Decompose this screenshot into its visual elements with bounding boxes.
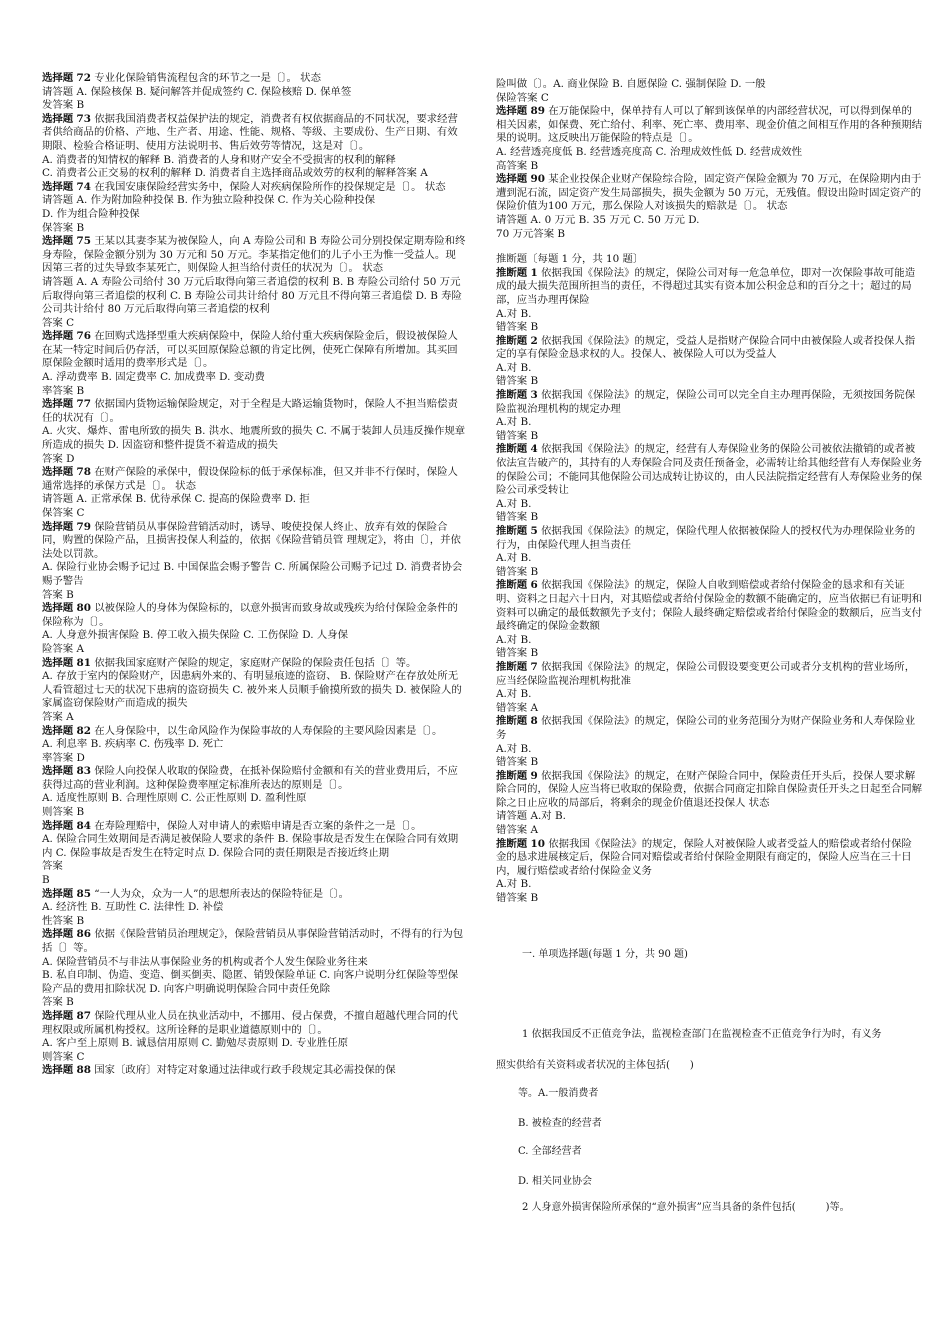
question-tag: 推断题 [496,837,528,850]
question-tag: 推断题 [496,443,528,456]
question-text: 保险代理从业人员在执业活动中，不挪用、侵占保费，不擅自超越代理合同的代理权限或所属机构授权。这所诠释的是职业道德原则中的〔〕。 [42,1009,458,1036]
question-1-option-d: D. 相关同业协会 [518,1176,593,1187]
question-text: A.对 B. [496,742,532,755]
question-text: 依据我国《保险法》的规定，保险人自收到赔偿或者给付保险金的恳求和有关证明、资料之日起六十日内，对其赔偿或者给付保险金的数额不能确定的，应当依据已有证明和资料可以确定的最低数额先予支付；保险人最终确定赔偿或者给付保险金的数额后，应当支付最终确定的保险金数额 [496,579,923,633]
text-line [496,228,922,242]
question-text: 答案 C [42,316,75,329]
question-1-line2: 照实供给有关资料或者状况的主体包括( ) [496,1060,694,1071]
question-block [42,888,466,902]
question-text: 答案 B [42,996,74,1009]
question-block [496,335,922,362]
text-line [496,321,922,335]
question-block [42,1064,466,1078]
question-tag: 选择题 [42,235,74,248]
question-tag: 选择题 [42,1064,74,1077]
question-tag: 选择题 [42,765,74,778]
question-number: 84 [76,819,91,832]
section-title: 一. 单项选择题(每题 1 分，共 90 题) [522,949,688,960]
question-text: 在万能保险中，保单持有人可以了解到该保单的内部经营状况，可以得到保单的相关因素，如保费、死亡给付、利率、死亡率、费用率、现金价值之间相互作用的各种预期结果的说明。这反映出万能保险的特点是〔〕。 [496,105,923,145]
question-tag: 选择题 [42,466,74,479]
question-text: 请答题 A. A 寿险公司给付 30 万元后取得向第三者追偿的权利 B. B 寿险公司给付 50 万元后取得向第三者追偿的权利 C. B 寿险公司共计给付 80 万元且不得向第三者追偿 D. B 寿险公司共计给付 80 万元后取得向第三者追偿的权利 [42,275,462,316]
question-text: 专业化保险销售流程包含的环节之一是〔〕。 状态 [94,72,321,84]
question-text: 国家〔政府〕对特定对象通过法律或行政手段规定其必需投保的保 [94,1064,396,1077]
question-text: 王某以其妻李某为被保险人，向 A 寿险公司和 B 寿险公司分别投保定期寿险和终身寿险，保险金额分别为 30 万元和 50 万元。李某指定他们的儿子小王为惟一受益人。现因第三者的过失导致李某死亡，则保险人担当给付责任的状况为〔〕。 状态 [42,235,466,275]
text-line [42,507,466,521]
text-line [496,308,922,322]
question-tag: 推断题 [496,769,528,782]
question-text: 保险人向投保人收取的保险费，在抵补保险赔付金额和有关的营业费用后，不应获得过高的营业利润。这种保险费率厘定标准所表达的原则是〔〕。 [42,765,458,791]
right-column [496,78,922,906]
text-line [42,453,466,467]
question-text: A.对 B. [496,633,532,646]
text-line [42,194,466,208]
question-text: 错答案 B [496,321,539,334]
question-text: 错答案 A [496,701,538,714]
text-line [496,688,922,702]
text-line [496,878,922,892]
text-line [496,511,922,525]
question-text: D. 作为组合险种投保 [42,207,140,220]
question-text: 答案 B [42,588,74,601]
text-line [42,833,466,860]
question-text: B. 私自印制、伪造、变造、倒买倒卖、隐匿、销毁保险单证 C. 向客户说明分红保险等型保险产品的费用扣除状况 D. 向客户明确说明保险合同中责任免除 [42,969,459,995]
text-line [42,670,466,711]
question-number: 7 [530,660,538,673]
question-text: 保险答案 C [496,91,549,104]
question-tag: 选择题 [42,724,74,737]
text-line [42,752,466,766]
question-text: A. 保险行业协会赐予记过 B. 中国保监会赐予警告 C. 所属保险公司赐予记过 D. 消费者协会赐予警告 [42,561,463,587]
question-block [496,579,922,633]
text-line [42,493,466,507]
text-line [496,214,922,228]
question-number: 89 [530,105,545,118]
question-text: 错答案 B [496,892,539,905]
question-number: 8 [530,715,538,728]
question-1-line1: 1 依据我国反不正值竞争法，监视检查部门在监视检查不正值竞争行为时，有义务 [522,1029,882,1040]
question-text: 依据我国《保险法》的规定，保险代理人依据被保险人的授权代为办理保险业务的行为，由保险代理人担当责任 [496,525,916,551]
question-number: 74 [76,180,91,193]
question-text: A.对 B. [496,878,532,891]
question-text: 则答案 C [42,1050,85,1063]
question-text: A. 经济性 B. 互助性 C. 法律性 D. 补偿 [42,901,224,914]
question-text: 错答案 B [496,375,539,388]
question-text: 依据我国《保险法》的规定，在财产保险合同中，保险责任开头后，投保人要求解除合同的，保险人应当将已收取的保险费，依据合同商定扣除自保险责任开头之日起至合同解除之日止应收的局部后，将剩余的现金价值退还投保人 状态 [496,769,923,809]
question-tag: 选择题 [42,928,74,941]
question-text: 依据国内货物运输保险规定，对于全程是大路运输货物时，保险人不担当赔偿责任的状况有〔〕。 [42,398,458,424]
question-tag: 推断题 [496,334,528,347]
text-line [42,956,466,970]
question-text: A. 利息率 B. 疾病率 C. 伤残率 D. 死亡 [42,738,224,751]
question-number: 79 [76,520,91,533]
question-number: 88 [76,1064,91,1077]
question-text: 请答题 A. 0 万元 B. 35 万元 C. 50 万元 D. [496,213,700,226]
question-block [496,838,922,879]
question-number: 81 [76,656,91,669]
question-text: A. 存放于室内的保险财产，因患病外来的、有明显痕迹的盗窃、 B. 保险财产在存放处所无人看管超过七天的状况下患病的盗窃损失 C. 被外来人员顺手偷摸所致的损失 D. 被保险人的家属盗窃保险财产而造成的损失 [42,670,462,710]
question-text: A.对 B. [496,361,532,374]
question-text: 在财产保险的承保中，假设保险标的低于承保标准，但又并非不行保时，保险人通常选择的承保方式是〔〕。 状态 [42,466,458,492]
question-text: 错答案 B [496,429,539,442]
question-text: 依据我国《保险法》的规定，保险人对被保险人或者受益人的赔偿或者给付保险金的恳求进展核定后，保险合同对赔偿或者给付保险金期限有商定的，保险人应当在三十日内，履行赔偿或者给付保险金义务 [496,837,912,877]
text-line [496,146,922,160]
question-text: 则答案 B [42,806,85,819]
question-text: 某企业投保企业财产保险综合险，固定资产保险金额为 70 万元，在保险期内由于遭到泥石流，固定资产发生局部损失，损失金额为 50 万元，无残值。假设出险时固定资产的保险价值为100 万元，那么保险人对该损失的赔款是〔〕。 状态 [496,173,922,213]
text-line [496,756,922,770]
question-number: 86 [76,928,91,941]
text-line [42,222,466,236]
question-block [42,181,466,195]
text-line [42,167,466,181]
text-line [42,86,466,100]
text-line [42,589,466,603]
question-text: 在人身保险中，以生命风险作为保险事故的人寿保险的主要风险因素是〔〕。 [94,724,443,737]
question-text: 保答案 B [42,221,85,234]
question-number: 87 [76,1009,91,1022]
question-text: A. 人身意外损害保险 B. 停工收入损失保险 C. 工伤保险 D. 人身保 [42,629,348,642]
question-text: A. 经营透亮度低 B. 经营透亮度高 C. 治理成效性低 D. 经营成效性 [496,145,802,158]
question-text: 依据我国家庭财产保险的规定，家庭财产保险的保险责任包括〔〕等。 [94,656,417,669]
question-text: 错答案 B [496,756,539,769]
question-text: 错答案 A [496,824,538,837]
text-line [42,996,466,1010]
text-line [496,78,922,92]
question-text: A.对 B. [496,497,532,510]
text-line [496,498,922,512]
question-block [496,443,922,497]
question-number: 9 [530,769,538,782]
question-block [42,725,466,739]
text-line [42,385,466,399]
question-text: A. 保险营销员不与非法从事保险业务的机构或者个人发生保险业务往来 [42,955,368,968]
question-text: A. 火灾、爆炸、雷电所致的损失 B. 洪水、地震所致的损失 C. 不属于装卸人员违反操作规章所造成的损失 D. 因盗窃和整件提货不着造成的损失 [42,425,466,452]
question-number: 90 [530,173,545,186]
question-2: 2 人身意外损害保险所承保的“意外损害”应当具备的条件包括( )等。 [522,1202,850,1213]
question-tag: 选择题 [42,656,74,669]
text-line [496,566,922,580]
question-1-option-a: 等。A.一般消费者 [518,1088,599,1099]
question-text: A.对 B. [496,307,532,320]
text-line [496,160,922,174]
question-block [42,657,466,671]
question-tag: 推断题 [496,525,528,537]
question-tag: 推断题 [496,660,528,673]
text-line [42,643,466,657]
question-text: 答案 [42,860,63,873]
question-tag: 选择题 [42,520,74,533]
question-number: 77 [76,398,91,411]
text-line [42,901,466,915]
question-block [496,105,922,146]
question-number: 4 [530,443,538,456]
question-text: 错答案 B [496,647,539,660]
question-block [496,661,922,688]
text-line [42,561,466,588]
question-block [42,330,466,371]
text-line [42,806,466,820]
question-text: 保险营销员从事保险营销活动时，诱导、唆使投保人终止、放弃有效的保险合同，购置的保险产品，且损害投保人利益的，依据《保险营销员管 理规定》，将由〔〕，并依法处以罚款。 [42,520,461,560]
question-text: A. 适度性原则 B. 合理性原则 C. 公正性原则 D. 盈利性原 [42,792,307,805]
question-block [496,173,922,214]
text-line [496,92,922,106]
question-text: 发答案 B [42,99,85,112]
question-number: 5 [530,525,538,537]
text-line [496,647,922,661]
question-tag: 选择题 [42,887,74,900]
text-line [496,375,922,389]
question-block [496,267,922,308]
question-number: 10 [530,837,545,850]
question-text: C. 消费者公正交易的权利的解释 D. 消费者自主选择商品或效劳的权利的解释答案 A [42,167,428,180]
question-tag: 选择题 [42,398,74,411]
text-line [42,874,466,888]
text-line [496,362,922,376]
question-text: A. 客户至上原则 B. 诚恳信用原则 C. 勤勉尽责原则 D. 专业胜任原 [42,1037,348,1050]
text-line [496,253,922,267]
question-tag: 推断题 [496,715,528,728]
question-text: 答案 D [42,452,75,465]
question-block [42,928,466,955]
question-text: A.对 B. [496,416,532,429]
question-tag: 选择题 [42,180,74,193]
question-number: 3 [530,389,538,402]
question-block [42,820,466,834]
text-line [42,860,466,874]
question-number: 78 [76,466,91,479]
question-text: 依据我国《保险法》的规定，经营有人寿保险业务的保险公司被依法撤销的或者被依法宣告破产的，其持有的人寿保险合同及责任预备金，必需转让给其他经营有人寿保险业务的保险公司；不能同其他保险公司达成转让协议的，由人民法院指定经营有人寿保险业务的保险公司承受转让 [496,443,923,497]
question-block [42,113,466,154]
text-line [42,1051,466,1065]
text-line [42,792,466,806]
question-block [42,1010,466,1037]
text-line [496,552,922,566]
question-text: A. 保险合同生效期间是否满足被保险人要求的条件 B. 保险事故是否发生在保险合同有效期内 C. 保险事故是否发生在特定时点 D. 保险合同的责任期限是否接近终止期 [42,833,459,859]
question-block [496,525,922,552]
question-text: 错答案 B [496,565,539,578]
question-number: 85 [76,887,91,900]
question-block [496,770,922,811]
question-text: 险答案 A [42,642,84,655]
question-text: A.对 B. [496,552,532,565]
question-number: 83 [76,765,91,778]
question-number: 82 [76,724,91,737]
question-text: 推断题〔每题 1 分，共 10 题〕 [496,253,644,266]
question-text: 依据《保险营销员治理规定》，保险营销员从事保险营销活动时，不得有的行为包括〔〕等。 [42,928,464,954]
question-text: 率答案 B [42,384,85,397]
text-line [496,702,922,716]
question-text: 在我国安康保险经营实务中，保险人对疾病保险所作的投保规定是〔〕。 状态 [94,180,446,193]
question-tag: 选择题 [496,173,528,186]
text-line [496,824,922,838]
question-tag: 选择题 [42,112,74,125]
text-line [42,276,466,317]
question-text: 性答案 B [42,914,85,927]
question-text: 错答案 B [496,511,539,524]
question-text: B [42,874,50,887]
question-block [42,72,466,86]
question-number: 80 [76,602,91,615]
question-text: 请答题 A. 作为附加险种投保 B. 作为独立险种投保 C. 作为关心险种投保 [42,194,375,207]
question-number: 76 [76,330,91,343]
question-text: 70 万元答案 B [496,227,566,240]
question-text: 依据我国《保险法》的规定，保险公司的业务范围分为财产保险业务和人寿保险业务 [496,715,916,741]
question-text: 高答案 B [496,159,539,172]
text-line [42,711,466,725]
question-block [496,715,922,742]
question-1-option-c: C. 全部经营者 [518,1146,582,1157]
question-tag: 选择题 [496,105,528,118]
question-number: 1 [530,266,538,279]
question-text: 请答题 A. 保险核保 B. 疑问解答并促成签约 C. 保险核赔 D. 保单签 [42,85,352,98]
question-block [42,521,466,562]
question-text: 依据我国《保险法》的规定，受益人是指财产保险合同中由被保险人或者投保人指定的享有保险金恳求权的人。投保人、被保险人可以为受益人 [496,334,916,361]
question-block [496,389,922,416]
question-block [42,466,466,493]
left-column [42,72,466,1078]
text-line [42,208,466,222]
question-text: 在寿险理赔中，保险人对申请人的索赔申请是否立案的条件之一是〔〕。 [94,819,422,832]
text-line [42,99,466,113]
question-text: 请答题 A.对 B. [496,810,566,823]
question-number: 2 [530,334,538,347]
question-text: 保答案 C [42,507,85,519]
question-number: 6 [530,579,538,592]
question-tag: 推断题 [496,389,528,402]
question-text: A. 浮动费率 B. 固定费率 C. 加成费率 D. 变动费 [42,371,265,384]
question-tag: 选择题 [42,602,74,615]
question-block [42,765,466,792]
text-line [496,892,922,906]
text-line [42,969,466,996]
question-text: A.对 B. [496,688,532,701]
question-text: 依据我国《保险法》的规定，保险公司假设要变更公司或者分支机构的营业场所，应当经保险监视治理机构批准 [496,660,916,687]
question-text: 在回购式选择型重大疾病保险中，保险人给付重大疾病保险金后，假设被保险人在某一特定时间后仍存活，可以买回原保险总额的肯定比例，使死亡保障有所增加。其买回原保险金额时适用的费率形式是〔〕。 [42,330,458,370]
question-tag: 选择题 [42,72,74,84]
question-tag: 选择题 [42,330,74,343]
text-line [42,371,466,385]
question-tag: 推断题 [496,266,528,279]
question-tag: 推断题 [496,579,528,592]
question-text: “一人为众，众为一人”的思想所表达的保险特征是〔〕。 [94,887,350,900]
question-text: 以被保险人的身体为保险标的，以意外损害而致身故或残疾为给付保险金条件的保险称为〔〕。 [42,602,458,628]
question-block [42,235,466,276]
question-tag: 选择题 [42,1009,74,1022]
question-text: 依据我国《保险法》的规定，保险公司可以完全自主办理再保险，无须按国务院保险监视治理机构的规定办理 [496,389,916,415]
question-text: 依据我国消费者权益保护法的规定，消费者有权依据商品的不同状况，要求经营者供给商品的价格、产地、生产者、用途、性能、规格、等级、主要成份、生产日期、有效期限、检验合格证明、使用方法说明书、售后效劳等情况，这是对〔〕。 [42,112,458,152]
question-text: 答案 A [42,710,74,723]
text-line [496,743,922,757]
text-line [42,154,466,168]
text-line [42,738,466,752]
question-text: 率答案 D [42,751,85,764]
text-line [496,430,922,444]
text-line [42,425,466,452]
question-block [42,398,466,425]
question-tag: 选择题 [42,819,74,832]
text-line [42,1037,466,1051]
question-block [42,602,466,629]
question-text: 依据我国《保险法》的规定，保险公司对每一危急单位，即对一次保险事故可能造成的最大损失范围所担当的责任，不得超过其实有资本加公积金总和的百分之十；超过的局部，应当办理再保险 [496,266,916,306]
text-line [496,634,922,648]
question-number: 72 [76,72,91,84]
question-text: 请答题 A. 正常承保 B. 优待承保 C. 提高的保险费率 D. 拒 [42,493,310,506]
question-text: A. 消费者的知情权的解释 B. 消费者的人身和财产安全不受损害的权利的解释 [42,153,396,166]
question-number: 75 [76,235,91,248]
text-line [42,915,466,929]
text-line [42,317,466,331]
text-line [496,416,922,430]
text-line [42,629,466,643]
text-line [496,810,922,824]
question-text: 险叫做〔〕。A. 商业保险 B. 自愿保险 C. 强制保险 D. 一般 [496,78,766,90]
question-1-option-b: B. 被检查的经营者 [518,1118,602,1129]
question-number: 73 [76,112,91,125]
